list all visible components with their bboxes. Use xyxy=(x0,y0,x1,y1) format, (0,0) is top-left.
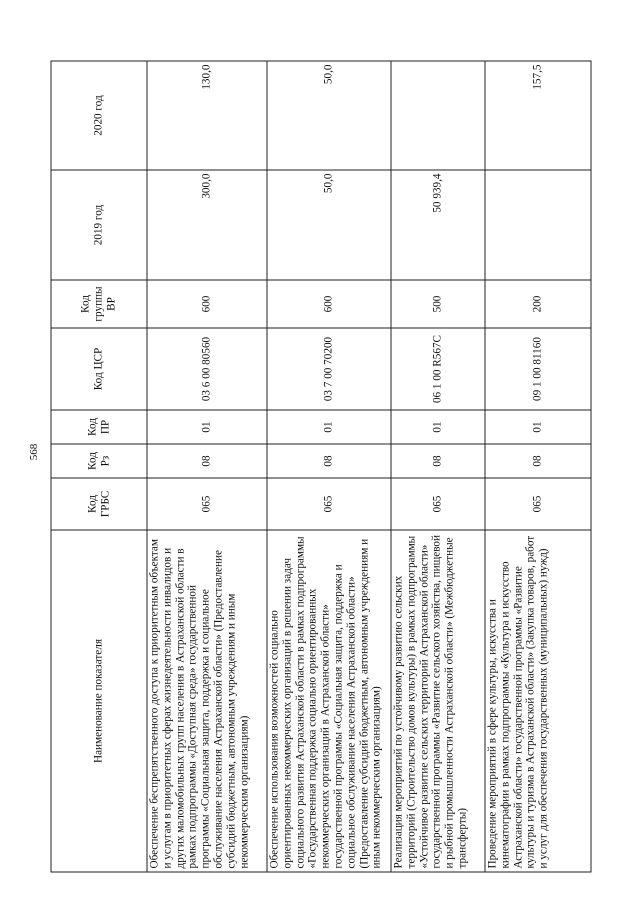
table-row xyxy=(391,61,485,872)
page-number: 568 xyxy=(28,443,40,461)
header-name: Наименование показателя xyxy=(51,530,147,872)
value-2020-cell: 130,0 xyxy=(147,61,267,170)
rz-cell: 08 xyxy=(485,444,591,478)
header-pr: Код ПР xyxy=(51,410,147,444)
header-csr: Код ЦСР xyxy=(51,328,147,410)
table-header-row xyxy=(51,61,147,872)
value-2020-cell: 157,5 xyxy=(485,61,591,170)
csr-cell: 03 7 00 70200 xyxy=(267,328,391,410)
header-2020: 2020 год xyxy=(51,61,147,170)
rz-cell: 08 xyxy=(267,444,391,478)
value-2019-cell: 50,0 xyxy=(267,170,391,280)
value-2020-cell xyxy=(391,61,485,170)
grbs-cell: 065 xyxy=(267,478,391,530)
value-2019-cell: 300,0 xyxy=(147,170,267,280)
vr-cell: 200 xyxy=(485,280,591,328)
header-rz: Код Рз xyxy=(51,444,147,478)
value-2019-cell: 50 939,4 xyxy=(391,170,485,280)
row-name-cell: Обеспечение использования возможностей социально ориентированных некоммерческих организаций в решении задач социального развития Астраханской области в рамках подпрограммы «Государственная поддержка социально ориентированных некоммерческих организаций в Астраханской области» государственной программы «Социальная защита, поддержка и социальное обслуживание населения Астраханской области» (Предоставление субсидий бюджетным, автономным учреждениям и иным некоммерческим организациям) xyxy=(267,530,391,872)
pr-cell: 01 xyxy=(485,410,591,444)
vr-cell: 600 xyxy=(267,280,391,328)
header-vr: Код группы ВР xyxy=(51,280,147,328)
rz-cell: 08 xyxy=(147,444,267,478)
table-row xyxy=(485,61,591,872)
table-row xyxy=(147,61,267,872)
row-name-cell: Реализация мероприятий по устойчивому развитию сельских территорий (Строительство домов культуры) в рамках подпрограммы «Устойчивое развитие сельских территорий Астраханской области» государственной программы «Развитие сельского хозяйства, пищевой и рыбной промышленности Астраханской области» (Межбюджетные трансферты) xyxy=(391,530,485,872)
row-name-cell: Обеспечение беспрепятственного доступа к приоритетным объектам и услугам в приоритетных сферах жизнедеятельности инвалидов и других маломобильных групп населения в Астраханской области в рамках подпрограммы «Доступная среда» государственной программы «Социальная защита, поддержка и социальное обслуживание населения Астраханской области» (Предоставление субсидий бюджетным, автономным учреждениям и иным некоммерческим организациям) xyxy=(147,530,267,872)
value-2019-cell xyxy=(485,170,591,280)
header-2019: 2019 год xyxy=(51,170,147,280)
csr-cell: 09 1 00 81160 xyxy=(485,328,591,410)
row-name-cell: Проведение мероприятий в сфере культуры, искусства и кинематографии в рамках подпрограммы «Культура и искусство Астраханской области» государственной программы «Развитие культуры и туризма в Астраханской области» (Закупка товаров, работ и услуг для обеспечения государственных (муниципальных) нужд) xyxy=(485,530,591,872)
pr-cell: 01 xyxy=(147,410,267,444)
csr-cell: 03 6 00 80560 xyxy=(147,328,267,410)
vr-cell: 600 xyxy=(147,280,267,328)
budget-table-container xyxy=(50,62,590,873)
grbs-cell: 065 xyxy=(391,478,485,530)
pr-cell: 01 xyxy=(391,410,485,444)
pr-cell: 01 xyxy=(267,410,391,444)
rz-cell: 08 xyxy=(391,444,485,478)
grbs-cell: 065 xyxy=(147,478,267,530)
header-grbs: Код ГРБС xyxy=(51,478,147,530)
grbs-cell: 065 xyxy=(485,478,591,530)
vr-cell: 500 xyxy=(391,280,485,328)
value-2020-cell: 50,0 xyxy=(267,61,391,170)
csr-cell: 06 1 00 R567C xyxy=(391,328,485,410)
budget-table xyxy=(50,61,591,873)
table-row xyxy=(267,61,391,872)
